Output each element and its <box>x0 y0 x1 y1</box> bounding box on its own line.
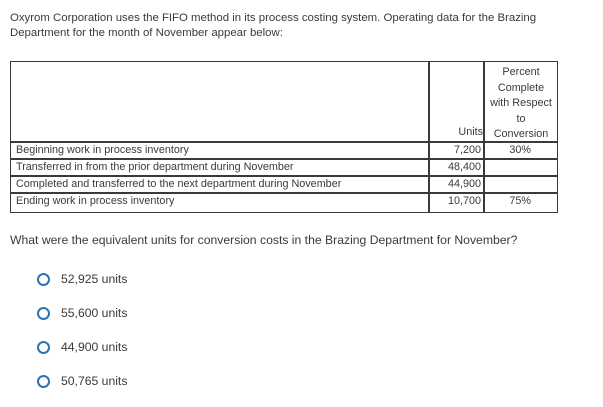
answer-option-2[interactable] <box>37 306 127 320</box>
radio-button-icon[interactable] <box>37 307 50 320</box>
answer-option-label: 50,765 units <box>61 374 128 388</box>
table-row-label: Transferred in from the prior department during November <box>16 161 294 173</box>
answer-option-1[interactable] <box>37 272 127 286</box>
problem-intro <box>10 11 603 41</box>
radio-button-icon[interactable] <box>37 273 50 286</box>
radio-button-icon[interactable] <box>37 375 50 388</box>
answer-option-label: 55,600 units <box>61 306 128 320</box>
table-row-percent: 30% <box>509 144 531 156</box>
table-divider <box>428 62 430 212</box>
table-row-units: 10,700 <box>447 195 481 207</box>
percent-complete-header: Percent Complete with Respect to Conversion <box>490 66 552 140</box>
table-row-label: Completed and transferred to the next department during November <box>16 178 342 190</box>
table-row-units: 7,200 <box>453 144 481 156</box>
table-row-percent: 75% <box>509 195 531 207</box>
answer-option-label: 52,925 units <box>61 272 128 286</box>
answer-option-4[interactable] <box>37 374 127 388</box>
question-text: What were the equivalent units for conversion costs in the Brazing Department for November? <box>10 233 518 247</box>
intro-line-2: Department for the month of November appear below: <box>10 27 283 39</box>
table-row-label: Beginning work in process inventory <box>16 144 189 156</box>
answer-option-3[interactable] <box>37 340 127 354</box>
units-header: Units <box>458 126 483 138</box>
table-row-label: Ending work in process inventory <box>16 195 175 207</box>
table-row-units: 48,400 <box>447 161 481 173</box>
answer-option-label: 44,900 units <box>61 340 128 354</box>
intro-line-1: Oxyrom Corporation uses the FIFO method in its process costing system. Operating data for the Brazing <box>10 12 537 24</box>
radio-button-icon[interactable] <box>37 341 50 354</box>
operating-data-table <box>10 61 558 213</box>
table-row-units: 44,900 <box>447 178 481 190</box>
